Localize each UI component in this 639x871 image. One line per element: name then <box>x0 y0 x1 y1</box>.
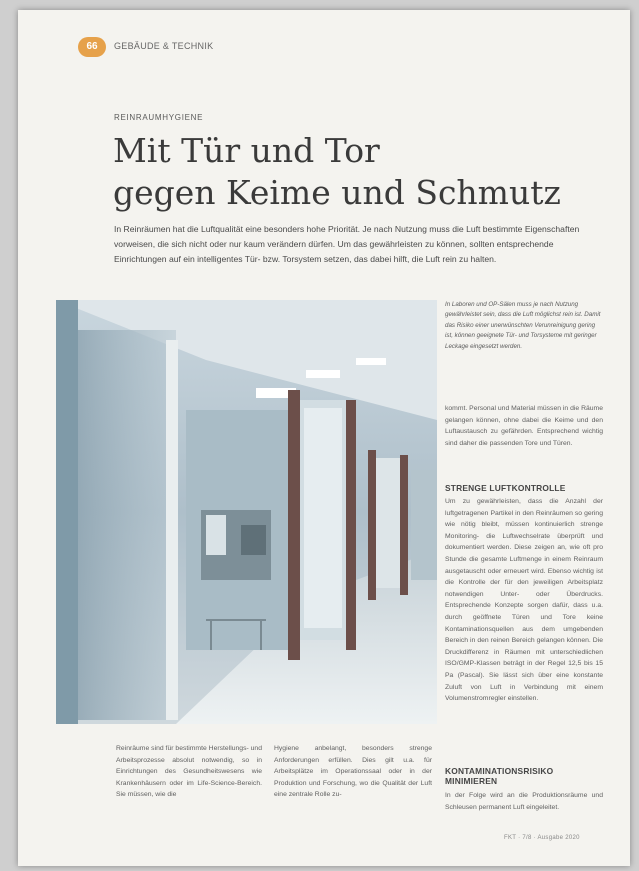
cleanroom-photo <box>56 300 437 724</box>
article-intro: In Reinräumen hat die Luftqualität eine besonders hohe Priorität. Je nach Nutzung muss die Luft bestimmte Eigenschaften vorweisen, die sich nicht oder nur kaum verändern dürfen. Um das gewährleisten zu können, sollten entsprechende Einrichtungen auf ein intelligentes Tür- bzw. Torsystem setzen, das dabei hilft, die Luft rein zu halten. <box>114 224 580 265</box>
subheading-strenge-luftkontrolle: STRENGE LUFTKONTROLLE <box>445 483 566 493</box>
subheading-line-1: KONTAMINATIONSRISIKO <box>445 766 554 776</box>
photo-caption: In Laboren und OP-Sälen muss je nach Nutzung gewährleistet sein, dass die Luft möglichst rein ist. Damit das Risiko einer unerwünschten Verunreinigung gering ist, können geeignete Tür- und Torsysteme mit geringer Leckage eingesetzt werden. <box>445 301 601 350</box>
body-text-bottom-2: Hygiene anbelangt, besonders strenge Anforderungen erfüllen. Dies gilt u.a. für Arbeitsplätze im Operationssaal oder in der Produktion und Forschung, wo die Qualität der Luft eine zentrale Rolle zu- <box>274 745 432 799</box>
body-text-right-3: In der Folge wird an die Produktionsräume und Schleusen permanent Luft eingeleitet. <box>445 792 603 811</box>
page-number-badge: 66 <box>78 37 106 57</box>
body-text-right-2: Um zu gewährleisten, dass die Anzahl der luftgetragenen Partikel in den Reinräumen so gering wie nötig bleibt, müssen kontinuierlich strenge Monitoring- die Luftwechselrate überprüft und dokumentiert werden. Diese zeigen an, wie oft pro Stunde die gesamte Luftmenge in einem Reinraum ausgetauscht oder erneuert wird. Ebenso wichtig ist die Kontrolle der für den jeweiligen Arbeitsplatz notwendigen Unter- oder Überdrucks. Entsprechende Konzepte sorgen dafür, dass u.a. durch geöffnete Türen und Tore keine Kontaminationsquellen aus dem umgebenden Bereich in den reinen Bereich gelangen können. Die Druckdifferenz in Räumen mit unterschiedlichen ISO/GMP-Klassen beträgt in der Regel 12,5 bis 15 Pa (Pascal). Sie lässt sich über eine konstante Zuluft von Luft in Verbindung mit einem Volumenstromregler einstellen. <box>445 498 603 703</box>
title-line-2: gegen Keime und Schmutz <box>113 173 561 212</box>
title-line-1: Mit Tür und Tor <box>113 131 380 170</box>
subheading-line-2: MINIMIEREN <box>445 776 498 786</box>
section-label: GEBÄUDE & TECHNIK <box>114 41 214 51</box>
magazine-page <box>18 10 630 866</box>
article-kicker: REINRAUMHYGIENE <box>114 113 204 122</box>
subheading-kontaminationsrisiko <box>445 766 605 786</box>
article-title <box>113 130 603 214</box>
body-text-right-1: kommt. Personal und Material müssen in die Räume gelangen können, ohne dabei die Keime und den Luftaustausch zu gefährden. Entsprechend wichtig sind daher die passenden Tore und Türen. <box>445 405 603 447</box>
page-footer: FKT · 7/8 · Ausgabe 2020 <box>504 835 580 841</box>
body-text-bottom-1: Reinräume sind für bestimmte Herstellungs- und Arbeitsprozesse absolut notwendig, so in Einrichtungen des Gesundheitswesens wie Krankenhäusern oder im Life-Science-Bereich. Sie müssen, wie die <box>116 745 262 799</box>
